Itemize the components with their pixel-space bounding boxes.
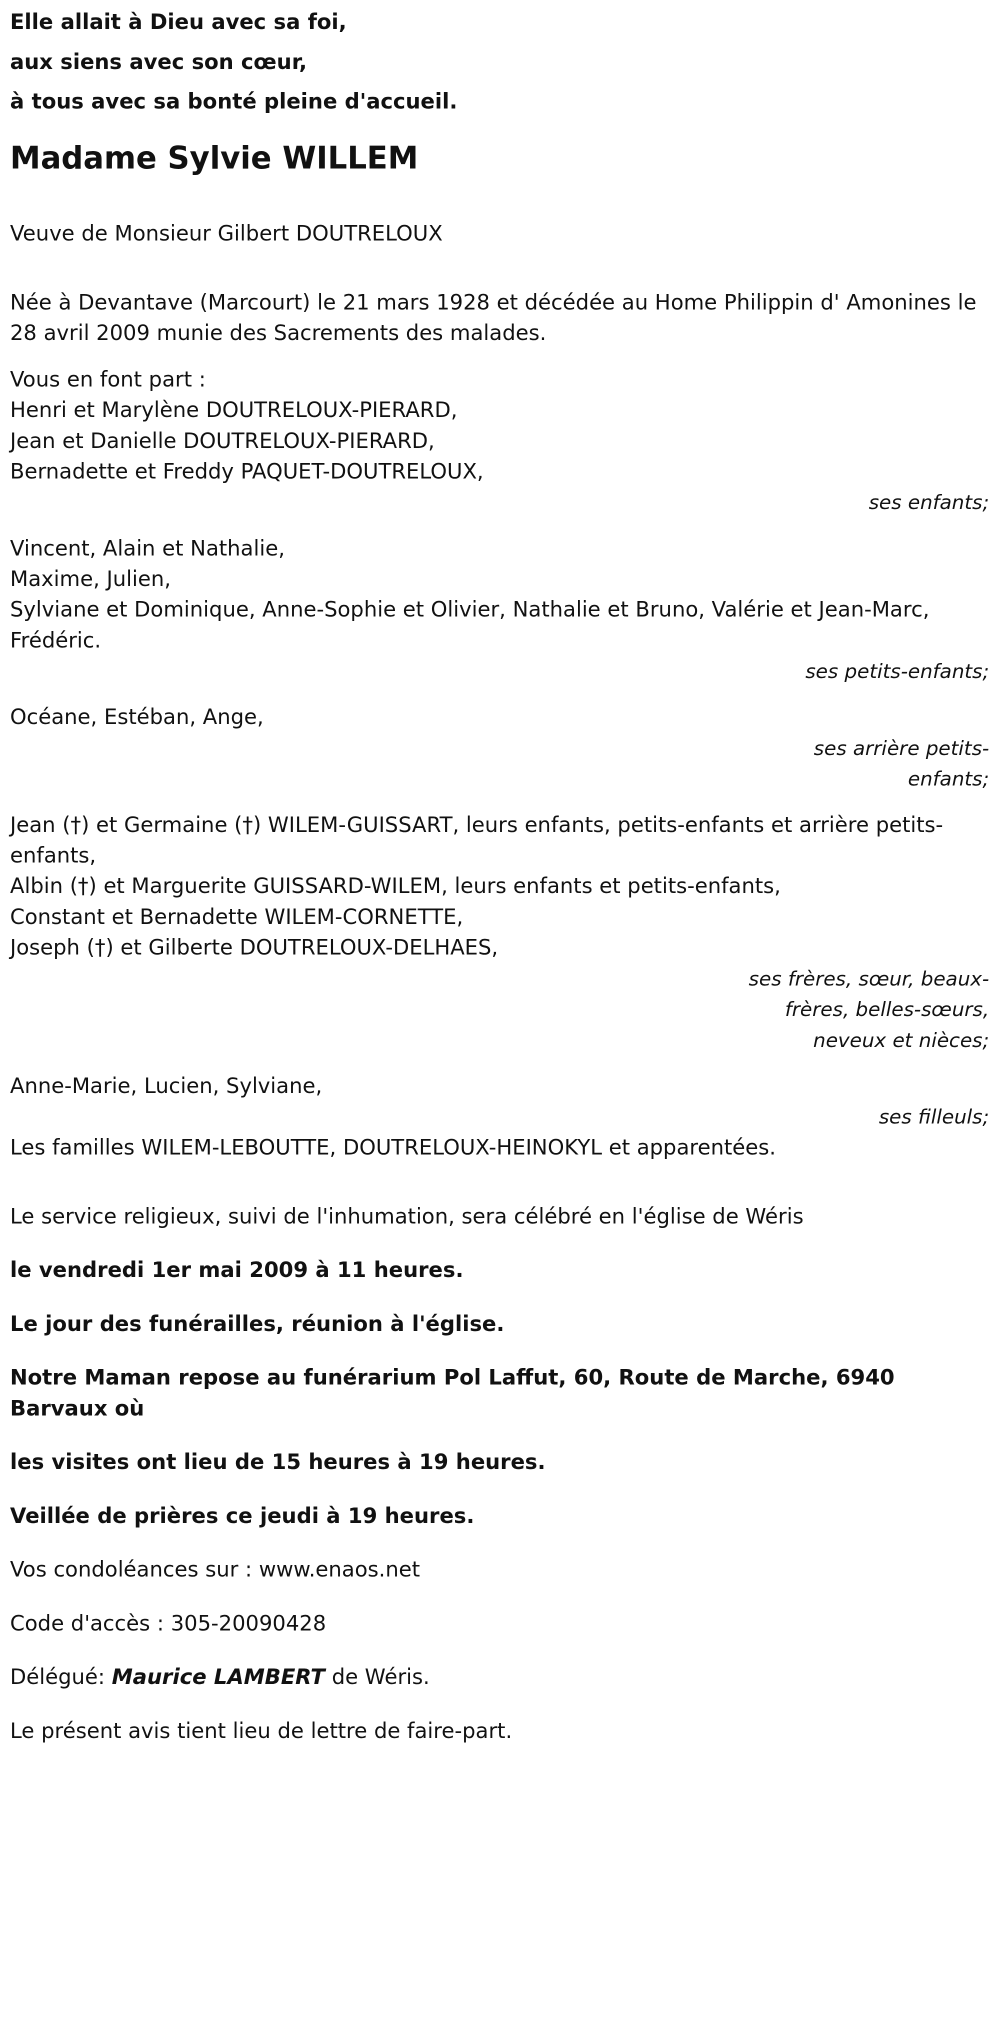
- delegate-line: [10, 1662, 989, 1693]
- great-grandchildren-line: Océane, Estéban, Ange,: [10, 705, 264, 730]
- document-content: [10, 10, 989, 1747]
- child-line: Jean et Danielle DOUTRELOUX-PIERARD,: [10, 428, 435, 453]
- godchildren-role: ses filleuls;: [878, 1105, 990, 1129]
- delegate-name: Maurice LAMBERT: [111, 1665, 325, 1690]
- visits-line: les visites ont lieu de 15 heures à 19 heures.: [10, 1450, 546, 1475]
- condolences-line: Vos condoléances sur : www.enaos.net: [10, 1557, 421, 1582]
- sibling-line: Jean (†) et Germaine (†) WILEM-GUISSART, leurs enfants, petits-enfants et arrière petits-enfants,: [10, 812, 944, 868]
- great-grandchildren-role: ses arrière petits-enfants;: [813, 737, 990, 791]
- godchildren-line: Anne-Marie, Lucien, Sylviane,: [10, 1073, 323, 1098]
- delegate-prefix: Délégué:: [10, 1665, 112, 1690]
- opening-quote: [10, 10, 989, 114]
- grandchildren-role: ses petits-enfants;: [805, 660, 990, 684]
- vigil-line: Veillée de prières ce jeudi à 19 heures.: [10, 1503, 475, 1529]
- families-line: Les familles WILEM-LEBOUTTE, DOUTRELOUX-HEINOKYL et apparentées.: [10, 1135, 776, 1160]
- grandchild-line: Maxime, Julien,: [10, 566, 171, 592]
- deceased-name: Madame Sylvie WILLEM: [10, 140, 419, 177]
- sibling-line: Joseph (†) et Gilberte DOUTRELOUX-DELHAES,: [10, 935, 499, 960]
- grandchild-line: Vincent, Alain et Nathalie,: [10, 536, 285, 561]
- quote-line: aux siens avec son cœur,: [10, 49, 308, 74]
- rest-line: Notre Maman repose au funérarium Pol Laffut, 60, Route de Marche, 6940 Barvaux où: [10, 1365, 895, 1421]
- siblings-role: ses frères, sœur, beaux-frères, belles-sœurs, neveux et nièces;: [748, 967, 990, 1052]
- child-line: Bernadette et Freddy PAQUET-DOUTRELOUX,: [10, 459, 484, 484]
- access-code-line: Code d'accès : 305-20090428: [10, 1611, 327, 1636]
- delegate-suffix: de Wéris.: [324, 1665, 430, 1690]
- meeting-line: Le jour des funérailles, réunion à l'église.: [10, 1311, 505, 1337]
- widow-line: Veuve de Monsieur Gilbert DOUTRELOUX: [10, 221, 443, 246]
- obituary-document: [10, 10, 1000, 1747]
- announce-line: Vous en font part :: [10, 367, 206, 392]
- birth-death-paragraph: Née à Devantave (Marcourt) le 21 mars 1928 et décédée au Home Philippin d' Amonines le 28 avril 2009 munie des Sacrements des malades.: [10, 290, 977, 346]
- service-date: le vendredi 1er mai 2009 à 11 heures.: [10, 1258, 464, 1283]
- notice-line: Le présent avis tient lieu de lettre de faire-part.: [10, 1718, 513, 1744]
- sibling-line: Constant et Bernadette WILEM-CORNETTE,: [10, 904, 464, 930]
- children-role: ses enfants;: [868, 491, 990, 515]
- child-line: Henri et Marylène DOUTRELOUX-PIERARD,: [10, 397, 458, 423]
- grandchild-line: Sylviane et Dominique, Anne-Sophie et Olivier, Nathalie et Bruno, Valérie et Jean-Marc, Frédéric.: [10, 597, 930, 653]
- quote-line: Elle allait à Dieu avec sa foi,: [10, 10, 347, 35]
- sibling-line: Albin (†) et Marguerite GUISSARD-WILEM, leurs enfants et petits-enfants,: [10, 874, 781, 899]
- service-line: Le service religieux, suivi de l'inhumation, sera célébré en l'église de Wéris: [10, 1204, 804, 1229]
- quote-line: à tous avec sa bonté pleine d'accueil.: [10, 89, 458, 114]
